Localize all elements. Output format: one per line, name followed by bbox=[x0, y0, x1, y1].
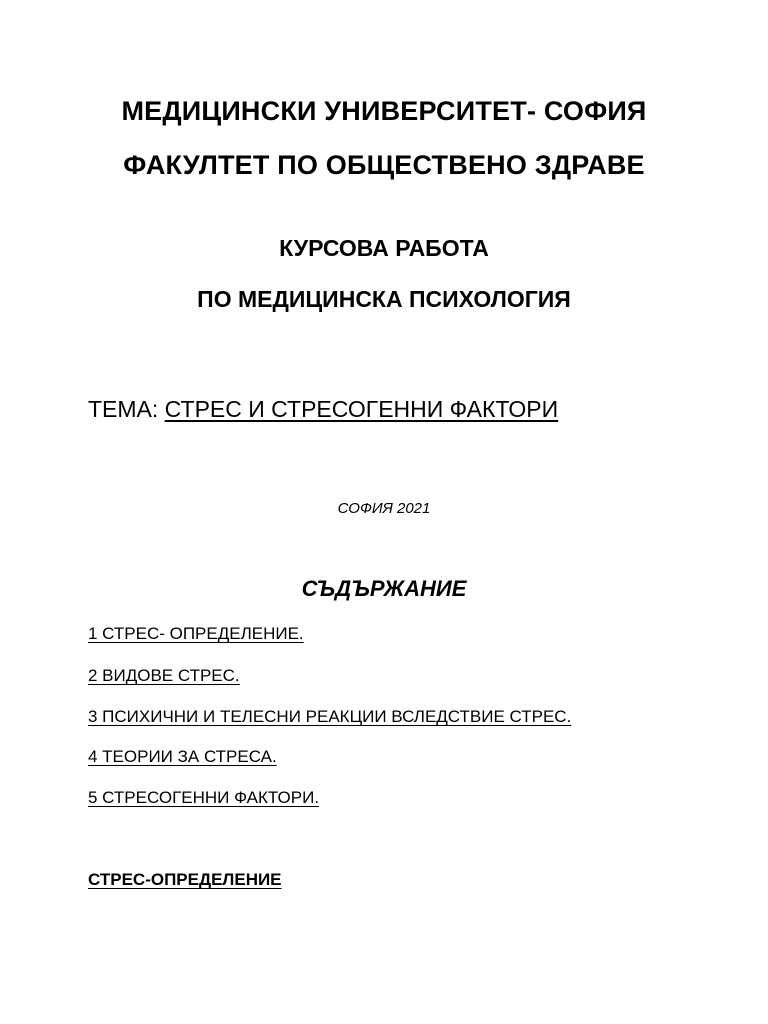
topic-title: СТРЕС И СТРЕСОГЕННИ ФАКТОРИ bbox=[164, 396, 559, 422]
work-type-heading: КУРСОВА РАБОТА bbox=[279, 235, 489, 261]
topic-line bbox=[88, 396, 558, 423]
place-year: СОФИЯ 2021 bbox=[337, 500, 431, 517]
toc-title: СЪДЪРЖАНИЕ bbox=[301, 576, 467, 601]
toc-item-4[interactable]: 4 ТЕОРИИ ЗА СТРЕСА. bbox=[88, 747, 277, 766]
section-heading-stress-definition: СТРЕС-ОПРЕДЕЛЕНИЕ bbox=[88, 870, 282, 889]
toc-item-1[interactable]: 1 СТРЕС- ОПРЕДЕЛЕНИЕ. bbox=[88, 624, 304, 643]
toc-item-2[interactable]: 2 ВИДОВЕ СТРЕС. bbox=[88, 666, 240, 685]
toc-item-3[interactable]: 3 ПСИХИЧНИ И ТЕЛЕСНИ РЕАКЦИИ ВСЛЕДСТВИЕ СТРЕС. bbox=[88, 707, 572, 726]
topic-label: ТЕМА: bbox=[88, 396, 165, 422]
toc-item-5[interactable]: 5 СТРЕСОГЕННИ ФАКТОРИ. bbox=[88, 788, 320, 807]
university-heading: МЕДИЦИНСКИ УНИВЕРСИТЕТ- СОФИЯ bbox=[121, 96, 647, 126]
faculty-heading: ФАКУЛТЕТ ПО ОБЩЕСТВЕНО ЗДРАВЕ bbox=[123, 150, 645, 180]
work-subject-heading: ПО МЕДИЦИНСКА ПСИХОЛОГИЯ bbox=[197, 286, 571, 312]
